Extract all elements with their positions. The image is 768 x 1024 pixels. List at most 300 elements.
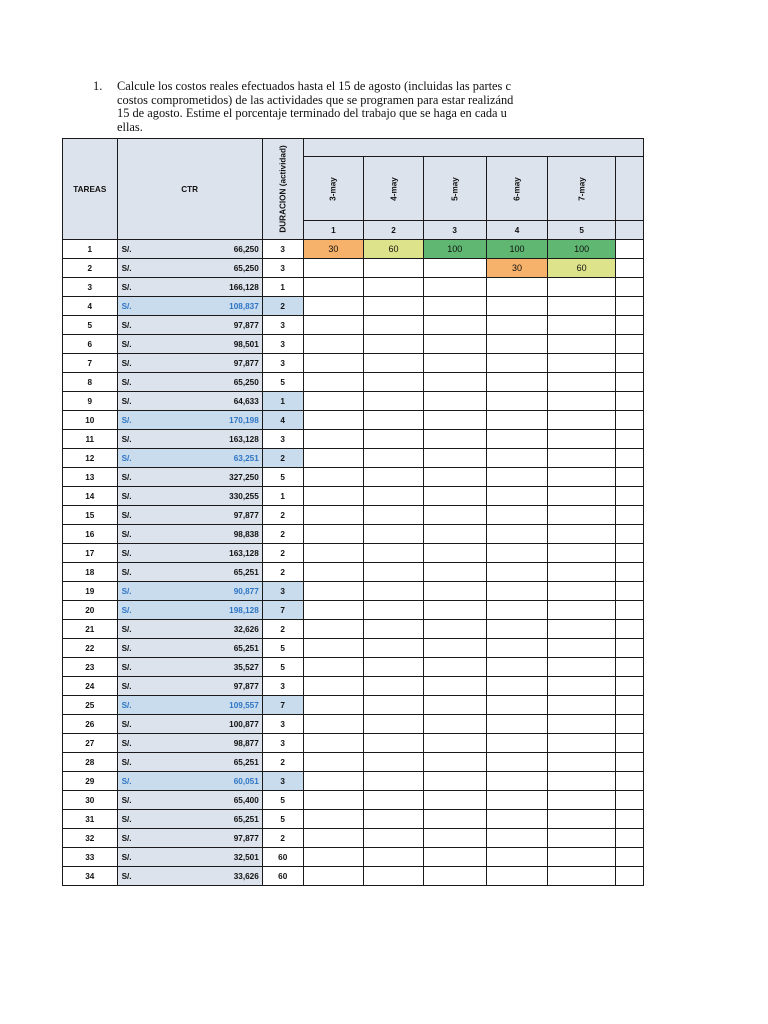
table-row — [63, 240, 644, 259]
table-row — [63, 772, 644, 791]
table-row — [63, 658, 644, 677]
tarea-cell: 6 — [63, 335, 118, 354]
table-row — [63, 544, 644, 563]
progress-cell — [423, 791, 486, 810]
progress-cell — [364, 696, 424, 715]
day-label: 6-may — [512, 176, 522, 201]
ctr-value: 108,837 — [229, 301, 259, 311]
progress-cell — [303, 734, 364, 753]
tarea-cell: 32 — [63, 829, 118, 848]
ctr-value: 330,255 — [229, 491, 259, 501]
tarea-cell: 28 — [63, 753, 118, 772]
ctr-cell — [117, 582, 262, 601]
progress-cell — [364, 658, 424, 677]
progress-cell — [423, 848, 486, 867]
tarea-cell: 30 — [63, 791, 118, 810]
progress-cell — [364, 335, 424, 354]
ctr-cell — [117, 506, 262, 525]
progress-cell-extra — [615, 810, 643, 829]
progress-cell — [486, 582, 548, 601]
progress-cell — [364, 639, 424, 658]
currency-label: S/. — [121, 871, 132, 881]
tarea-cell: 15 — [63, 506, 118, 525]
progress-cell — [303, 563, 364, 582]
ctr-value: 109,557 — [229, 700, 259, 710]
tarea-cell: 14 — [63, 487, 118, 506]
currency-label: S/. — [121, 605, 132, 615]
ctr-cell — [117, 753, 262, 772]
progress-cell-extra — [615, 848, 643, 867]
progress-cell — [486, 658, 548, 677]
progress-cell — [423, 487, 486, 506]
progress-cell — [423, 468, 486, 487]
table-row — [63, 696, 644, 715]
header-day — [423, 157, 486, 221]
progress-cell — [548, 848, 615, 867]
ctr-value: 163,128 — [229, 548, 259, 558]
progress-cell: 30 — [303, 240, 364, 259]
progress-cell — [303, 316, 364, 335]
progress-cell — [486, 430, 548, 449]
progress-cell — [423, 544, 486, 563]
day-number-extra — [615, 221, 643, 240]
progress-cell — [486, 335, 548, 354]
progress-cell — [364, 563, 424, 582]
table-viewport — [62, 138, 644, 902]
tarea-cell: 10 — [63, 411, 118, 430]
progress-cell — [303, 829, 364, 848]
progress-cell — [303, 753, 364, 772]
progress-cell — [548, 392, 615, 411]
currency-label: S/. — [121, 434, 132, 444]
progress-cell — [548, 563, 615, 582]
ctr-cell — [117, 487, 262, 506]
progress-cell — [486, 506, 548, 525]
duracion-cell: 5 — [262, 810, 303, 829]
currency-label: S/. — [121, 377, 132, 387]
currency-label: S/. — [121, 776, 132, 786]
progress-cell-extra — [615, 278, 643, 297]
progress-cell — [423, 449, 486, 468]
progress-cell-extra — [615, 715, 643, 734]
progress-cell — [364, 544, 424, 563]
duracion-cell: 2 — [262, 525, 303, 544]
currency-label: S/. — [121, 529, 132, 539]
progress-cell — [486, 373, 548, 392]
progress-cell-extra — [615, 468, 643, 487]
progress-cell — [364, 810, 424, 829]
progress-cell — [303, 772, 364, 791]
table-row — [63, 753, 644, 772]
progress-cell-extra — [615, 563, 643, 582]
ctr-value: 97,877 — [233, 320, 259, 330]
duracion-cell: 3 — [262, 316, 303, 335]
progress-cell — [548, 734, 615, 753]
ctr-value: 97,877 — [233, 510, 259, 520]
ctr-value: 32,501 — [233, 852, 259, 862]
progress-cell — [423, 278, 486, 297]
ctr-cell — [117, 297, 262, 316]
question-line: 15 de agosto. Estime el porcentaje terminado del trabajo que se haga en cada u — [117, 106, 507, 120]
ctr-cell — [117, 715, 262, 734]
ctr-cell — [117, 620, 262, 639]
ctr-value: 63,251 — [233, 453, 259, 463]
progress-cell — [548, 715, 615, 734]
progress-cell-extra — [615, 734, 643, 753]
progress-cell — [548, 753, 615, 772]
progress-cell — [486, 734, 548, 753]
table-row — [63, 354, 644, 373]
day-number: 5 — [548, 221, 615, 240]
progress-cell — [423, 354, 486, 373]
ctr-value: 97,877 — [233, 681, 259, 691]
table-row — [63, 525, 644, 544]
progress-cell — [303, 867, 364, 886]
progress-cell — [486, 677, 548, 696]
table-row — [63, 639, 644, 658]
progress-cell — [303, 791, 364, 810]
currency-label: S/. — [121, 263, 132, 273]
ctr-value: 327,250 — [229, 472, 259, 482]
ctr-value: 97,877 — [233, 833, 259, 843]
progress-cell — [303, 411, 364, 430]
progress-cell — [548, 373, 615, 392]
tarea-cell: 9 — [63, 392, 118, 411]
duracion-cell: 4 — [262, 411, 303, 430]
duracion-cell: 60 — [262, 867, 303, 886]
progress-cell — [303, 278, 364, 297]
progress-cell — [303, 810, 364, 829]
header-day — [364, 157, 424, 221]
progress-cell — [423, 563, 486, 582]
ctr-value: 98,877 — [233, 738, 259, 748]
ctr-value: 33,626 — [233, 871, 259, 881]
progress-cell-extra — [615, 677, 643, 696]
duracion-cell: 2 — [262, 563, 303, 582]
progress-cell — [303, 544, 364, 563]
table-row — [63, 278, 644, 297]
progress-cell — [423, 506, 486, 525]
progress-cell — [486, 487, 548, 506]
ctr-value: 65,251 — [233, 814, 259, 824]
progress-cell — [486, 715, 548, 734]
table-row — [63, 468, 644, 487]
progress-cell — [364, 487, 424, 506]
progress-cell — [423, 316, 486, 335]
currency-label: S/. — [121, 700, 132, 710]
progress-cell — [303, 430, 364, 449]
progress-cell — [548, 544, 615, 563]
progress-cell — [303, 449, 364, 468]
progress-cell: 100 — [548, 240, 615, 259]
currency-label: S/. — [121, 757, 132, 767]
progress-cell — [486, 316, 548, 335]
progress-cell — [486, 696, 548, 715]
progress-cell — [303, 658, 364, 677]
progress-cell — [423, 696, 486, 715]
progress-cell-extra — [615, 430, 643, 449]
progress-cell — [364, 753, 424, 772]
table-row — [63, 582, 644, 601]
progress-cell-extra — [615, 620, 643, 639]
header-duracion — [262, 139, 303, 240]
progress-cell — [303, 506, 364, 525]
progress-cell — [486, 544, 548, 563]
progress-cell — [423, 829, 486, 848]
currency-label: S/. — [121, 738, 132, 748]
table-row — [63, 411, 644, 430]
ctr-value: 65,251 — [233, 567, 259, 577]
ctr-cell — [117, 867, 262, 886]
tarea-cell: 7 — [63, 354, 118, 373]
duracion-cell: 7 — [262, 601, 303, 620]
ctr-value: 65,400 — [233, 795, 259, 805]
currency-label: S/. — [121, 415, 132, 425]
tarea-cell: 16 — [63, 525, 118, 544]
next-question-cut-off — [88, 938, 640, 944]
table-row — [63, 316, 644, 335]
tarea-cell: 2 — [63, 259, 118, 278]
header-ctr: CTR — [117, 139, 262, 240]
progress-cell — [364, 772, 424, 791]
cost-table — [62, 138, 644, 886]
progress-cell — [364, 449, 424, 468]
progress-cell-extra — [615, 658, 643, 677]
ctr-cell — [117, 734, 262, 753]
progress-cell — [303, 715, 364, 734]
progress-cell — [364, 354, 424, 373]
table-row — [63, 449, 644, 468]
progress-cell-extra — [615, 867, 643, 886]
ctr-value: 163,128 — [229, 434, 259, 444]
table-row — [63, 392, 644, 411]
duracion-cell: 3 — [262, 240, 303, 259]
ctr-cell — [117, 240, 262, 259]
day-label: 4-may — [389, 176, 399, 201]
progress-cell — [548, 278, 615, 297]
duracion-cell: 2 — [262, 829, 303, 848]
progress-cell — [548, 772, 615, 791]
currency-label: S/. — [121, 586, 132, 596]
progress-cell — [548, 506, 615, 525]
duracion-cell: 60 — [262, 848, 303, 867]
table-row — [63, 791, 644, 810]
ctr-cell — [117, 791, 262, 810]
progress-cell — [548, 829, 615, 848]
ctr-cell — [117, 354, 262, 373]
tarea-cell: 20 — [63, 601, 118, 620]
duracion-cell: 3 — [262, 677, 303, 696]
ctr-cell — [117, 601, 262, 620]
duracion-cell: 2 — [262, 449, 303, 468]
progress-cell-extra — [615, 449, 643, 468]
currency-label: S/. — [121, 624, 132, 634]
progress-cell — [303, 601, 364, 620]
progress-cell-extra — [615, 772, 643, 791]
tarea-cell: 3 — [63, 278, 118, 297]
progress-cell — [303, 373, 364, 392]
progress-cell — [486, 620, 548, 639]
ctr-value: 65,251 — [233, 757, 259, 767]
progress-cell-extra — [615, 601, 643, 620]
tarea-cell: 11 — [63, 430, 118, 449]
progress-cell — [486, 278, 548, 297]
ctr-cell — [117, 430, 262, 449]
tarea-cell: 17 — [63, 544, 118, 563]
progress-cell — [486, 829, 548, 848]
progress-cell — [364, 411, 424, 430]
tarea-cell: 23 — [63, 658, 118, 677]
progress-cell — [423, 601, 486, 620]
ctr-cell — [117, 677, 262, 696]
tarea-cell: 12 — [63, 449, 118, 468]
currency-label: S/. — [121, 567, 132, 577]
day-number: 4 — [486, 221, 548, 240]
progress-cell — [548, 582, 615, 601]
progress-cell — [548, 810, 615, 829]
ctr-value: 90,877 — [233, 586, 259, 596]
progress-cell — [486, 810, 548, 829]
duracion-cell: 5 — [262, 791, 303, 810]
ctr-value: 98,501 — [233, 339, 259, 349]
progress-cell — [303, 582, 364, 601]
table-row — [63, 829, 644, 848]
progress-cell — [303, 468, 364, 487]
duracion-cell: 2 — [262, 544, 303, 563]
currency-label: S/. — [121, 681, 132, 691]
ctr-cell — [117, 316, 262, 335]
ctr-cell — [117, 411, 262, 430]
progress-cell — [548, 867, 615, 886]
progress-cell — [303, 392, 364, 411]
progress-cell — [486, 525, 548, 544]
progress-cell — [364, 848, 424, 867]
duracion-cell: 2 — [262, 620, 303, 639]
table-body — [63, 240, 644, 886]
progress-cell — [486, 601, 548, 620]
progress-cell — [548, 430, 615, 449]
progress-cell — [364, 582, 424, 601]
currency-label: S/. — [121, 472, 132, 482]
progress-cell — [364, 791, 424, 810]
progress-cell: 60 — [548, 259, 615, 278]
tarea-cell: 13 — [63, 468, 118, 487]
currency-label: S/. — [121, 643, 132, 653]
currency-label: S/. — [121, 301, 132, 311]
currency-label: S/. — [121, 491, 132, 501]
progress-cell — [423, 772, 486, 791]
day-label: 3-may — [328, 176, 338, 201]
question-line: Calcule los costos reales efectuados hasta el 15 de agosto (incluidas las partes c — [117, 80, 511, 93]
header-day — [486, 157, 548, 221]
currency-label: S/. — [121, 510, 132, 520]
progress-cell: 30 — [486, 259, 548, 278]
tarea-cell: 22 — [63, 639, 118, 658]
progress-cell: 100 — [423, 240, 486, 259]
progress-cell — [548, 677, 615, 696]
progress-cell — [364, 620, 424, 639]
progress-cell — [364, 259, 424, 278]
progress-cell — [423, 753, 486, 772]
tarea-cell: 25 — [63, 696, 118, 715]
progress-cell — [364, 525, 424, 544]
progress-cell-extra — [615, 753, 643, 772]
ctr-value: 64,633 — [233, 396, 259, 406]
progress-cell — [423, 867, 486, 886]
progress-cell — [303, 639, 364, 658]
currency-label: S/. — [121, 852, 132, 862]
progress-cell — [364, 373, 424, 392]
tarea-cell: 5 — [63, 316, 118, 335]
progress-cell — [364, 867, 424, 886]
progress-cell — [486, 563, 548, 582]
progress-cell — [548, 354, 615, 373]
table-row — [63, 867, 644, 886]
table-row — [63, 620, 644, 639]
progress-cell — [486, 791, 548, 810]
duracion-cell: 2 — [262, 753, 303, 772]
progress-cell — [423, 430, 486, 449]
duracion-cell: 1 — [262, 487, 303, 506]
duracion-cell: 5 — [262, 373, 303, 392]
progress-cell — [303, 848, 364, 867]
tarea-cell: 27 — [63, 734, 118, 753]
progress-cell — [364, 297, 424, 316]
ctr-value: 198,128 — [229, 605, 259, 615]
progress-cell — [423, 620, 486, 639]
progress-cell-extra — [615, 297, 643, 316]
progress-cell — [303, 354, 364, 373]
progress-cell — [548, 335, 615, 354]
ctr-cell — [117, 772, 262, 791]
table-row — [63, 563, 644, 582]
duracion-cell: 2 — [262, 506, 303, 525]
duracion-cell: 1 — [262, 278, 303, 297]
table-row — [63, 715, 644, 734]
progress-cell-extra — [615, 240, 643, 259]
ctr-value: 170,198 — [229, 415, 259, 425]
ctr-cell — [117, 373, 262, 392]
progress-cell — [548, 297, 615, 316]
ctr-value: 100,877 — [229, 719, 259, 729]
table-row — [63, 373, 644, 392]
duracion-cell: 7 — [262, 696, 303, 715]
progress-cell — [364, 278, 424, 297]
progress-cell — [303, 297, 364, 316]
currency-label: S/. — [121, 719, 132, 729]
currency-label: S/. — [121, 339, 132, 349]
progress-cell — [423, 373, 486, 392]
table-row — [63, 677, 644, 696]
currency-label: S/. — [121, 320, 132, 330]
day-number: 1 — [303, 221, 364, 240]
header-day — [303, 157, 364, 221]
tarea-cell: 18 — [63, 563, 118, 582]
progress-cell-extra — [615, 829, 643, 848]
progress-cell — [423, 658, 486, 677]
ctr-value: 98,838 — [233, 529, 259, 539]
day-label: 7-may — [577, 176, 587, 201]
progress-cell — [423, 411, 486, 430]
progress-cell — [548, 468, 615, 487]
progress-cell — [303, 487, 364, 506]
table-row — [63, 810, 644, 829]
currency-label: S/. — [121, 282, 132, 292]
duracion-cell: 5 — [262, 658, 303, 677]
progress-cell — [548, 601, 615, 620]
progress-cell-extra — [615, 335, 643, 354]
progress-cell — [486, 639, 548, 658]
